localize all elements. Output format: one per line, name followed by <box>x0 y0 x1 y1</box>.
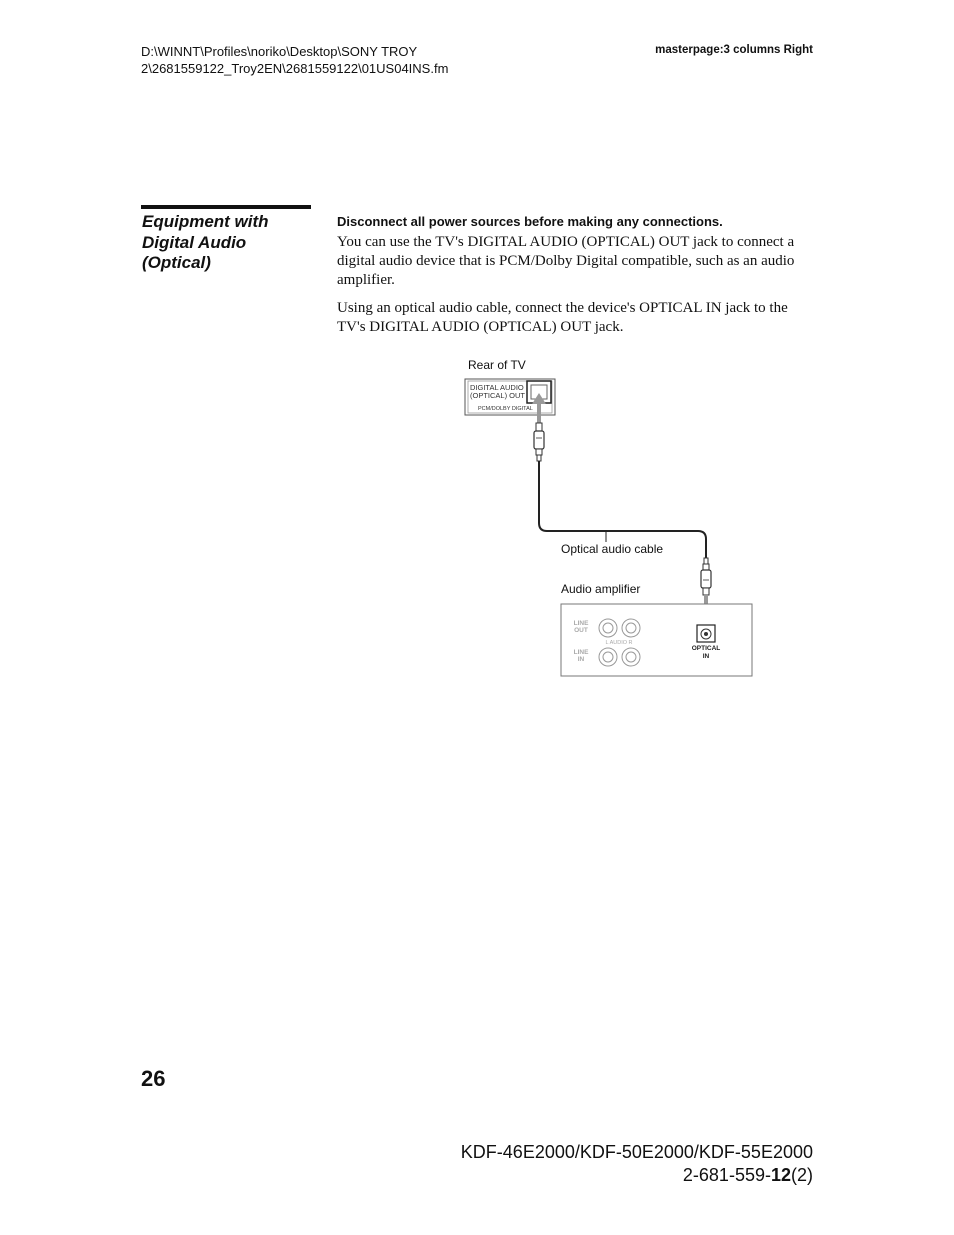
paragraph-1: You can use the TV's DIGITAL AUDIO (OPTICAL) OUT jack to connect a digital audio device that is PCM/Dolby Digital compatible, such as an audio amplifier. <box>337 234 795 288</box>
section-heading-line2: Digital Audio <box>142 232 247 252</box>
part-code-bold: 12 <box>770 1165 791 1185</box>
section-heading-line1: Equipment with <box>142 212 269 231</box>
audio-lr-label: L AUDIO R <box>605 640 633 646</box>
line-in-label-2: IN <box>577 656 585 663</box>
tv-jack-label-line1: DIGITAL AUDIO <box>470 383 524 392</box>
warning-text: Disconnect all power sources before making any connections. <box>337 214 723 229</box>
upper-connector-plug <box>534 423 544 461</box>
optical-in-jack <box>697 625 715 642</box>
tv-jack-label-line2: (OPTICAL) OUT <box>470 391 526 400</box>
file-path-line1: D:\WINNT\Profiles\noriko\Desktop\SONY TROY <box>141 44 418 59</box>
part-code-suffix: (2) <box>791 1165 813 1185</box>
lower-connector-plug <box>701 558 711 595</box>
model-numbers <box>461 1141 813 1187</box>
line-out-label-1: LINE <box>573 620 589 627</box>
optical-in-label-1: OPTICAL <box>691 645 721 652</box>
file-path-line2: 2\2681559122_Troy2EN\2681559122\01US04INS.fm <box>141 61 449 76</box>
paragraph-2: Using an optical audio cable, connect the device's OPTICAL IN jack to the TV's DIGITAL AUDIO (OPTICAL) OUT jack. <box>337 300 788 335</box>
rca-jack-icon <box>622 619 640 637</box>
tv-jack-label-line3: PCM/DOLBY DIGITAL <box>478 406 533 412</box>
page-number: 26 <box>141 1066 166 1091</box>
main-content <box>337 214 817 346</box>
section-rule <box>141 205 311 209</box>
rca-jack-icon <box>599 648 617 666</box>
file-path <box>141 43 448 77</box>
model-list: KDF-46E2000/KDF-50E2000/KDF-55E2000 <box>460 1142 813 1162</box>
connection-diagram <box>440 350 770 690</box>
amplifier-label: Audio amplifier <box>561 582 641 596</box>
part-code-prefix: 2-681-559- <box>682 1165 771 1185</box>
part-code <box>461 1164 813 1187</box>
rca-jack-icon <box>599 619 617 637</box>
cable-label: Optical audio cable <box>561 542 664 556</box>
rear-of-tv-label: Rear of TV <box>468 358 526 372</box>
line-out-label-2: OUT <box>574 627 588 634</box>
optical-in-label-2: IN <box>702 653 710 660</box>
audio-amplifier-panel <box>561 604 752 676</box>
rca-jack-icon <box>622 648 640 666</box>
section-heading-line3: (Optical) <box>142 253 211 272</box>
masterpage-label: masterpage:3 columns Right <box>655 44 813 56</box>
section-heading <box>142 212 317 274</box>
line-in-label-1: LINE <box>573 649 589 656</box>
